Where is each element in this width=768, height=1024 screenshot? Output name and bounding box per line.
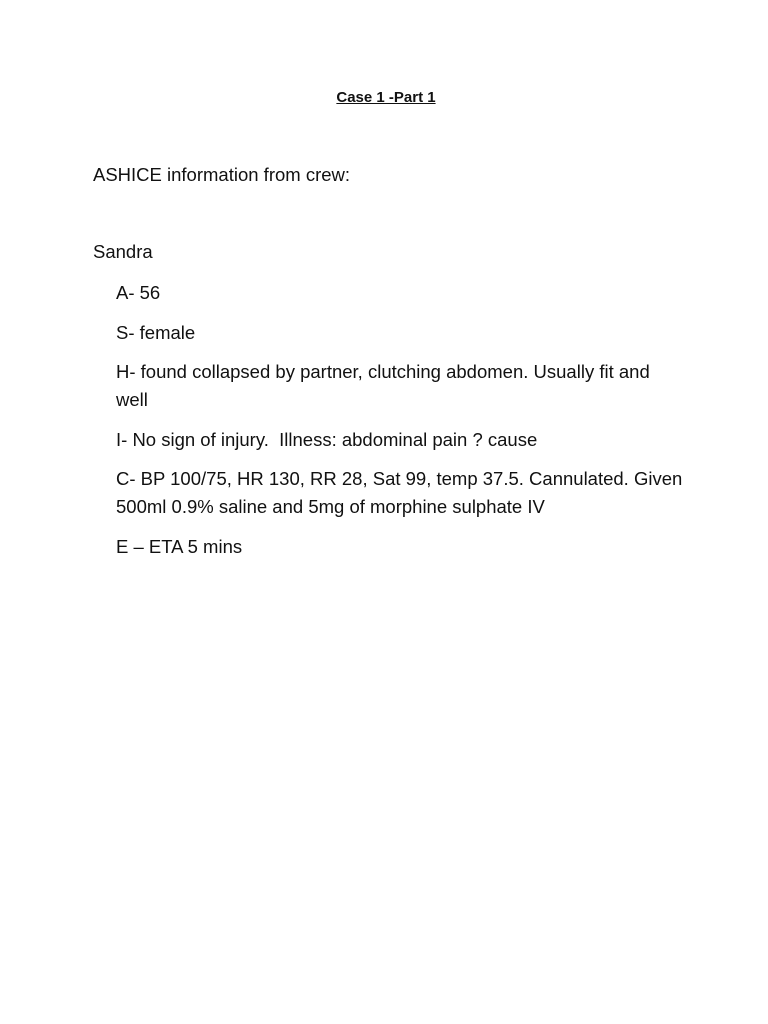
patient-name: Sandra [93,241,153,262]
document-title-text: Case 1 -Part 1 [336,89,436,106]
ashice-condition: C- BP 100/75, HR 130, RR 28, Sat 99, temp 37.5. Cannulated. Given 500ml 0.9% saline and 5mg of morphine sulphate IV [116,468,688,517]
ashice-injury-illness: I- No sign of injury. Illness: abdominal pain ? cause [116,428,538,450]
ashice-sex: S- female [116,321,196,343]
document-title [0,88,768,108]
ashice-history: H- found collapsed by partner, clutching abdomen. Usually fit and well [116,361,655,410]
intro-line: ASHICE information from crew: [93,164,351,185]
ashice-list [116,279,686,572]
ashice-age: A- 56 [116,282,161,303]
ashice-eta: E – ETA 5 mins [116,535,243,557]
